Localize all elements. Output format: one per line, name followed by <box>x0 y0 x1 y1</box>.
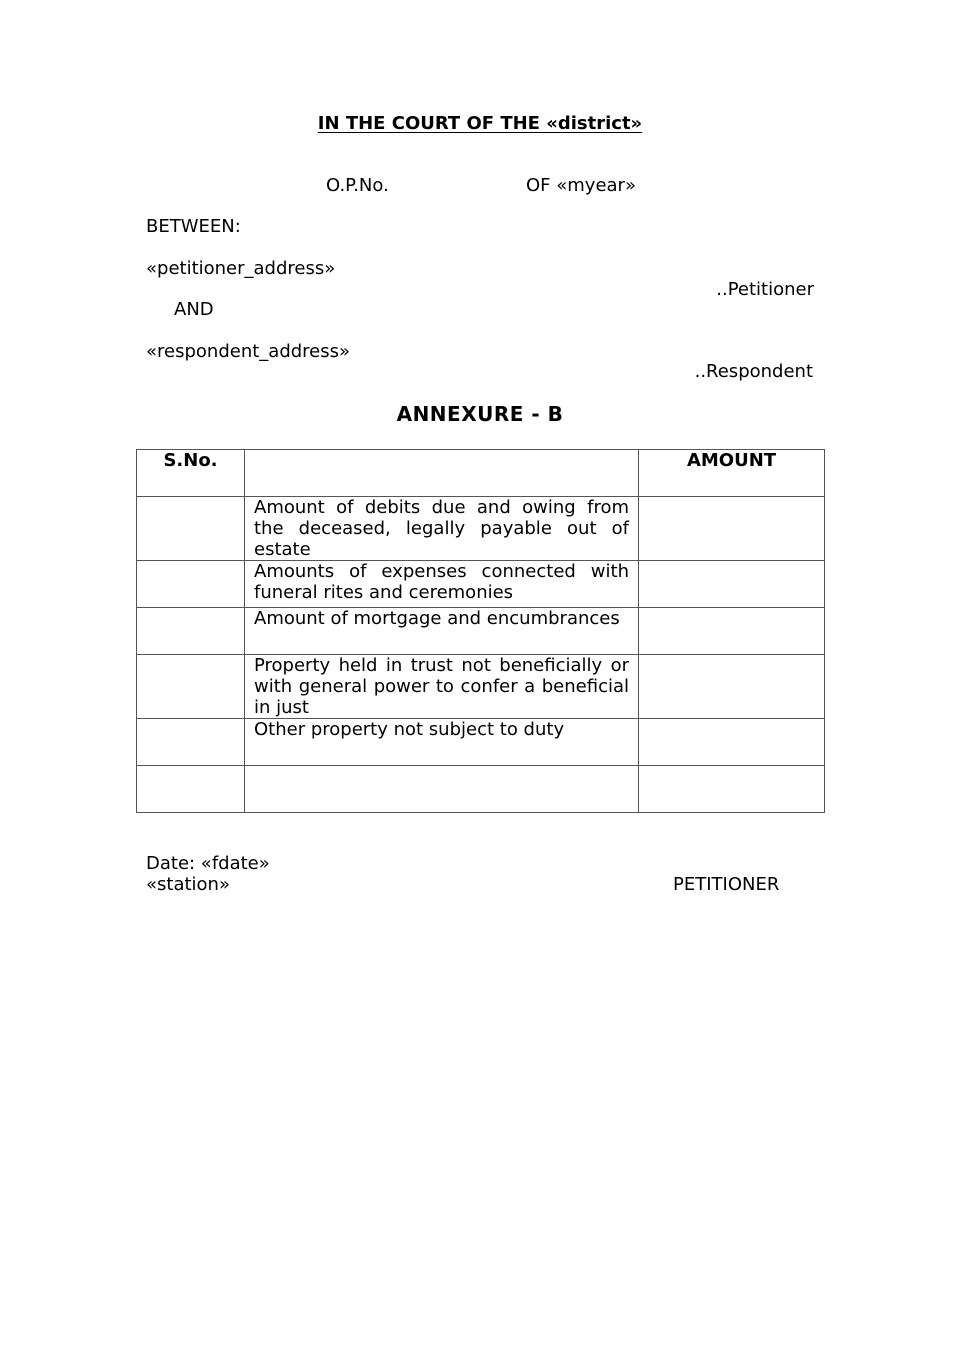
table-row <box>137 608 825 655</box>
cell-sno <box>137 766 245 813</box>
cell-amount <box>639 497 825 561</box>
annexure-title: ANNEXURE - B <box>396 402 564 426</box>
cell-amount <box>639 655 825 719</box>
petitioner-signature-label: PETITIONER <box>673 874 780 895</box>
cell-sno <box>137 608 245 655</box>
annexure-table <box>136 449 825 813</box>
table-header-row <box>137 450 825 497</box>
petitioner-label: ..Petitioner <box>716 279 814 300</box>
table-row <box>137 497 825 561</box>
column-header-sno: S.No. <box>137 450 245 497</box>
petitioner-address: «petitioner_address» <box>146 258 336 279</box>
cell-description: Amounts of expenses connected with funeral rites and ceremonies <box>245 561 639 608</box>
date-line: Date: «fdate» <box>146 853 270 874</box>
cell-description: Amount of debits due and owing from the deceased, legally payable out of estate <box>245 497 639 561</box>
respondent-address: «respondent_address» <box>146 341 351 362</box>
station-line: «station» <box>146 874 230 895</box>
table-row <box>137 561 825 608</box>
table-row <box>137 766 825 813</box>
cell-amount <box>639 561 825 608</box>
between-label: BETWEEN: <box>146 216 241 237</box>
cell-amount <box>639 766 825 813</box>
of-year-label: OF «myear» <box>526 175 636 196</box>
and-label: AND <box>174 299 214 320</box>
cell-sno <box>137 497 245 561</box>
cell-description: Other property not subject to duty <box>245 719 639 766</box>
cell-sno <box>137 561 245 608</box>
column-header-description <box>245 450 639 497</box>
court-title: IN THE COURT OF THE «district» <box>317 113 643 134</box>
cell-amount <box>639 719 825 766</box>
table-row <box>137 655 825 719</box>
cell-description <box>245 766 639 813</box>
cell-sno <box>137 719 245 766</box>
cell-description: Property held in trust not beneficially or with general power to confer a beneficial in just <box>245 655 639 719</box>
cell-description: Amount of mortgage and encumbrances <box>245 608 639 655</box>
table-row <box>137 719 825 766</box>
column-header-amount: AMOUNT <box>639 450 825 497</box>
cell-amount <box>639 608 825 655</box>
cell-sno <box>137 655 245 719</box>
op-number-label: O.P.No. <box>326 175 389 196</box>
respondent-label: ..Respondent <box>694 361 813 382</box>
